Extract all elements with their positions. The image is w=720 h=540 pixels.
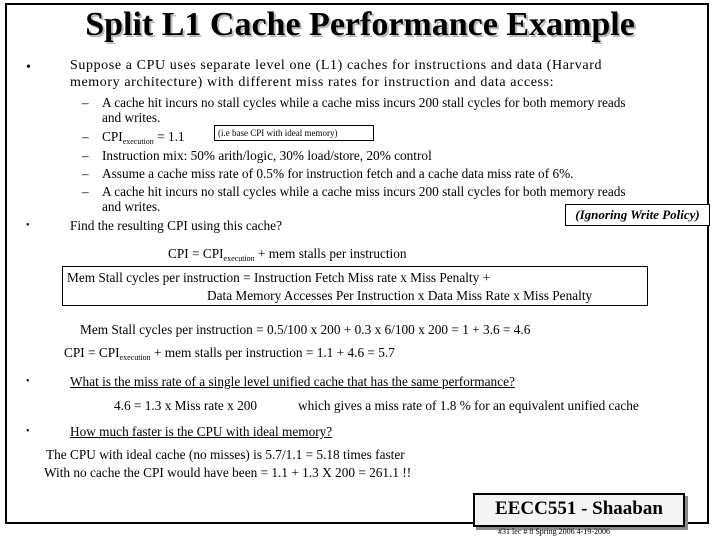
intro-line-1: Suppose a CPU uses separate level one (L1) caches for instructions and data (Harvard: [70, 58, 603, 73]
slide-title: Split L1 Cache Performance Example: [85, 6, 635, 43]
bullet-marker: •: [26, 220, 30, 231]
item-2-cpi: [102, 129, 185, 146]
ideal-memory-note: (i.e base CPI with ideal memory): [214, 125, 374, 141]
dash-marker: –: [82, 166, 89, 181]
dash-marker: –: [82, 129, 89, 144]
bullet-marker: •: [26, 60, 31, 75]
cpi-result: [64, 345, 395, 362]
mem-stall-calculation: Mem Stall cycles per instruction = 0.5/100 x 200 + 0.3 x 6/100 x 200 = 1 + 3.6 = 4.6: [80, 322, 531, 337]
item-5-line-2: and writes.: [102, 199, 161, 214]
cpi-result-subscript: execution: [119, 353, 151, 362]
dash-marker: –: [82, 148, 89, 163]
item-1-line-2: and writes.: [102, 110, 161, 125]
cpi-formula-left: CPI = CPI: [168, 246, 224, 261]
find-question: Find the resulting CPI using this cache?: [70, 218, 282, 233]
bullet-marker: •: [26, 376, 30, 387]
ignoring-write-policy-box: (Ignoring Write Policy): [565, 204, 710, 226]
item-1-line-1: A cache hit incurs no stall cycles while a cache miss incurs 200 stall cycles for both memory reads: [102, 95, 626, 110]
answer-unified-miss-rate: which gives a miss rate of 1.8 % for an equivalent unified cache: [298, 398, 639, 413]
cpi-formula-right: + mem stalls per instruction: [254, 246, 407, 261]
cpi-subscript: execution: [122, 137, 154, 146]
cpi-formula-subscript: execution: [223, 254, 255, 263]
item-5-line-1: A cache hit incurs no stall cycles while a cache miss incurs 200 stall cycles for both memory reads: [102, 184, 626, 199]
answer-ideal-speedup: The CPU with ideal cache (no misses) is 5.7/1.1 = 5.18 times faster: [46, 447, 405, 462]
item-4-miss-rates: Assume a cache miss rate of 0.5% for instruction fetch and a cache data miss rate of 6%.: [102, 166, 574, 181]
bullet-marker: •: [26, 426, 30, 437]
cpi-label: CPI: [102, 129, 123, 144]
dash-marker: –: [82, 95, 89, 110]
question-ideal-memory: How much faster is the CPU with ideal memory?: [70, 424, 333, 439]
intro-line-2: memory architecture) with different miss rates for instruction and data access:: [70, 75, 555, 90]
cpi-result-left: CPI = CPI: [64, 345, 120, 360]
answer-no-cache-cpi: With no cache the CPI would have been = 1.1 + 1.3 X 200 = 261.1 !!: [44, 465, 412, 480]
cpi-result-right: + mem stalls per instruction = 1.1 + 4.6 = 5.7: [150, 345, 395, 360]
mem-stall-line-1: Mem Stall cycles per instruction = Instruction Fetch Miss rate x Miss Penalty +: [67, 270, 491, 285]
cpi-value: = 1.1: [153, 129, 185, 144]
cpi-formula: [168, 246, 407, 263]
question-unified-cache: What is the miss rate of a single level unified cache that has the same performance?: [70, 374, 515, 389]
course-footer-badge: EECC551 - Shaaban: [473, 493, 685, 527]
dash-marker: –: [82, 184, 89, 199]
mem-stall-line-2: Data Memory Accesses Per Instruction x Data Miss Rate x Miss Penalty: [207, 288, 593, 303]
mem-stall-definition-box: [62, 266, 648, 306]
item-3-instruction-mix: Instruction mix: 50% arith/logic, 30% load/store, 20% control: [102, 148, 432, 163]
answer-unified-equation: 4.6 = 1.3 x Miss rate x 200: [114, 398, 258, 413]
slide-footer-info: #31 lec # 8 Spring 2006 4-19-2006: [498, 527, 610, 536]
